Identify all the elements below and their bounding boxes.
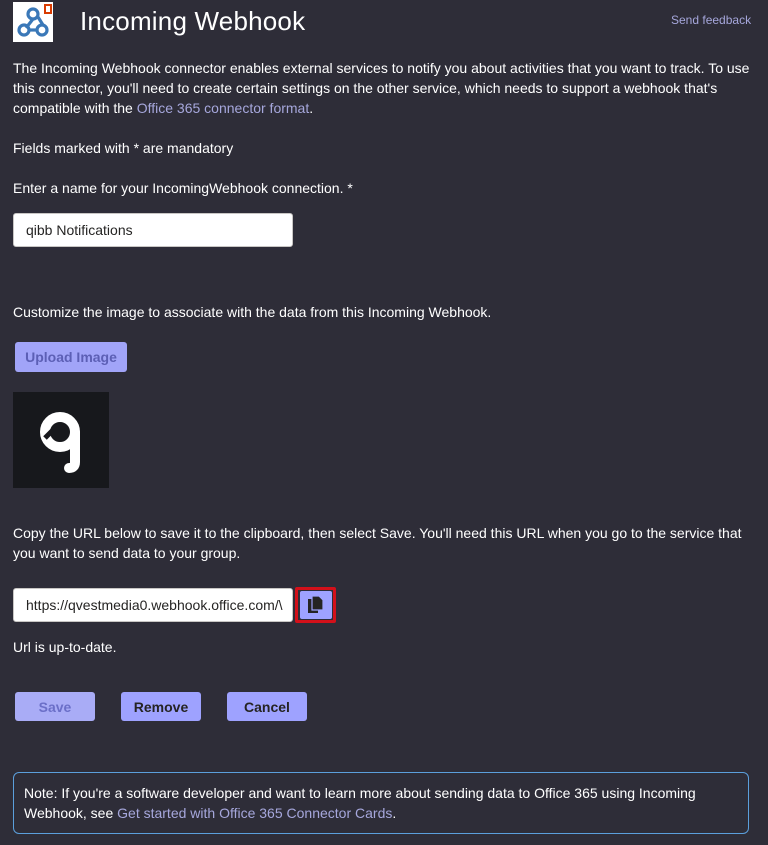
- webhook-icon: [13, 2, 53, 42]
- intro-text: [13, 58, 753, 118]
- mandatory-note: Fields marked with * are mandatory: [13, 140, 234, 156]
- connector-format-link[interactable]: Office 365 connector format: [136, 100, 310, 116]
- intro-text-start: The Incoming Webhook connector enables external services to notify you about activities that you want to track. To use this connector, you'll need to create certain settings on the other service, which needs to support a webhook that's compatible with the: [13, 60, 750, 116]
- copy-url-button[interactable]: [300, 591, 332, 619]
- url-section-label: Copy the URL below to save it to the clipboard, then select Save. You'll need this URL when you go to the service that you want to send data to your group.: [13, 525, 742, 561]
- url-status: Url is up-to-date.: [13, 639, 117, 655]
- remove-button[interactable]: Remove: [121, 692, 201, 721]
- intro-text-end: .: [309, 100, 314, 116]
- save-button[interactable]: Save: [15, 692, 95, 721]
- name-field-label: Enter a name for your IncomingWebhook connection. *: [13, 180, 353, 196]
- developer-note: [13, 772, 749, 834]
- webhook-url-input[interactable]: https://qvestmedia0.webhook.office.com/\: [13, 588, 293, 622]
- copy-url-highlight: [295, 587, 336, 623]
- note-text-end: .: [392, 805, 397, 821]
- cancel-button[interactable]: Cancel: [227, 692, 307, 721]
- connector-image: [13, 392, 109, 488]
- send-feedback-link[interactable]: Send feedback: [671, 13, 752, 27]
- image-section-label: Customize the image to associate with the data from this Incoming Webhook.: [13, 304, 492, 320]
- copy-icon: [308, 596, 324, 614]
- connection-name-input[interactable]: qibb Notifications: [13, 213, 293, 247]
- upload-image-button[interactable]: Upload Image: [15, 342, 127, 372]
- page-title: Incoming Webhook: [80, 6, 306, 36]
- note-text-start: Note: If you're a software developer and want to learn more about sending data to Office 365 using Incoming Webhook, see: [24, 785, 696, 821]
- connector-cards-link[interactable]: Get started with Office 365 Connector Cards: [117, 805, 393, 821]
